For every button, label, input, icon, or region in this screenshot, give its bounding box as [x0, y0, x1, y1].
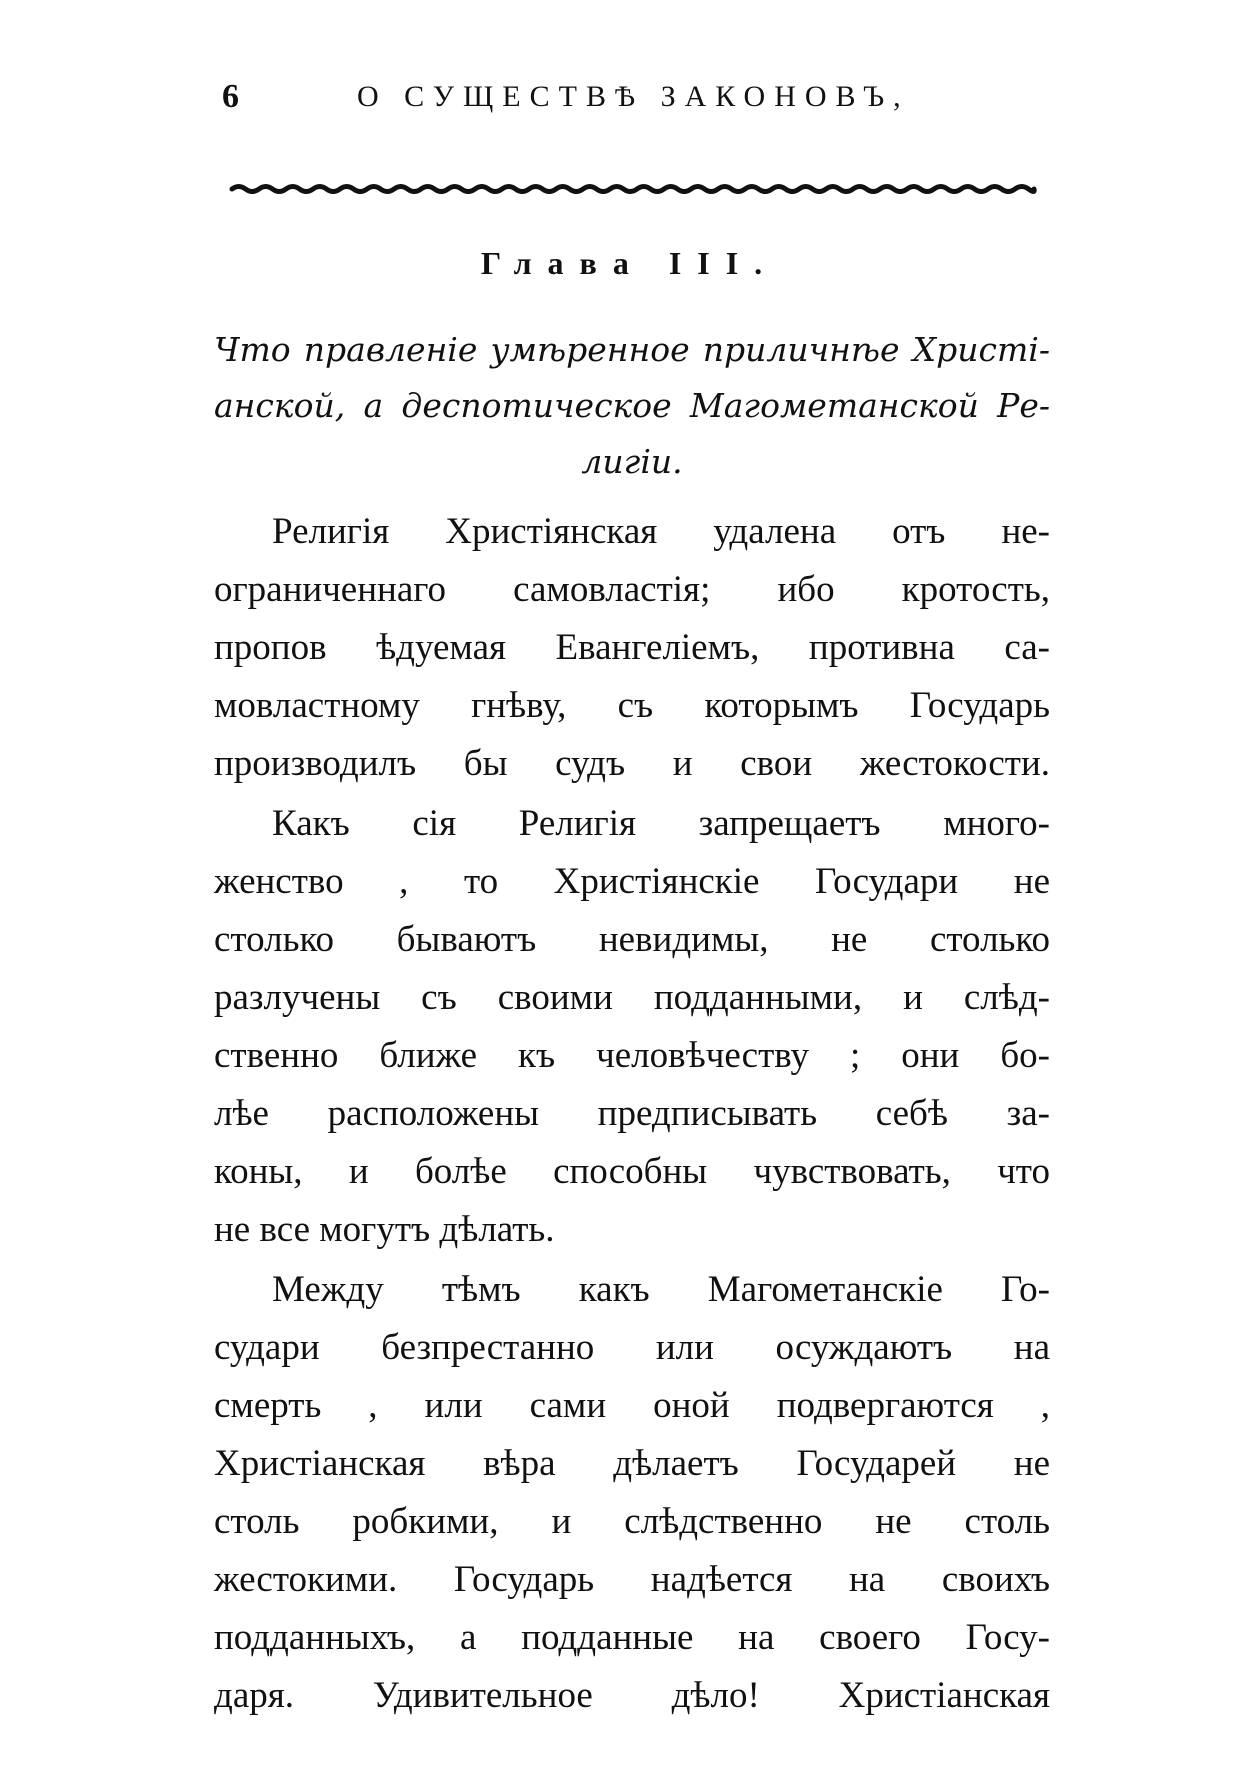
text-line: жестокими. Государь надѣется на своихъ [214, 1559, 1050, 1600]
text-line: судари безпрестанно или осуждаютъ на [214, 1327, 1050, 1368]
summary-line: Что правленіе умѣренное приличнѣе Христі- [214, 330, 1050, 369]
text-line: коны, и болѣе способны чувствовать, что [214, 1151, 1050, 1192]
text-line: смерть , или сами оной подвергаются , [214, 1385, 1050, 1426]
text-line: женство , то Христіянскіе Государи не [214, 861, 1050, 902]
body-text [214, 503, 1050, 1725]
wavy-rule-ornament [228, 176, 1038, 202]
text-line: Какъ сія Религія запрещаетъ много- [272, 803, 1050, 844]
text-line: Религія Христіянская удалена отъ не- [272, 511, 1050, 552]
text-line: Между тѣмъ какъ Магометанскіе Го- [272, 1269, 1050, 1310]
text-line: ограниченнаго самовластія; ибо кротость, [214, 569, 1050, 610]
paragraph-1 [214, 503, 1050, 793]
text-line: ственно ближе къ человѣчеству ; они бо- [214, 1035, 1050, 1076]
text-line: даря. Удивительное дѣло! Христіанская [214, 1675, 1050, 1716]
page-number: 6 [222, 78, 239, 115]
text-line: подданныхъ, а подданные на своего Госу- [214, 1617, 1050, 1658]
paragraph-2 [214, 795, 1050, 1259]
summary-line: анской, а деспотическое Магометанской Ре- [214, 386, 1050, 425]
text-line: столько бываютъ невидимы, не столько [214, 919, 1050, 960]
chapter-title: Глава III. [480, 245, 779, 281]
text-line: пропов ѣдуемая Евангеліемъ, противна са- [214, 627, 1050, 668]
running-head [222, 78, 1042, 128]
paragraph-3 [214, 1261, 1050, 1725]
running-title: О СУЩЕСТВѢ ЗАКОНОВЪ, [357, 80, 910, 113]
text-line: лѣе расположены предписывать себѣ за- [214, 1093, 1050, 1134]
text-line: мовластному гнѣву, съ которымъ Государь [214, 685, 1050, 726]
text-line: не все могутъ дѣлать. [214, 1209, 555, 1250]
text-line: столь робкими, и слѣдственно не столь [214, 1501, 1050, 1542]
text-line: производилъ бы судъ и свои жестокости. [214, 743, 1050, 784]
chapter-summary [214, 322, 1050, 490]
text-line: разлучены съ своими подданными, и слѣд- [214, 977, 1050, 1018]
text-line: Христіанская вѣра дѣлаетъ Государей не [214, 1443, 1050, 1484]
summary-line: лигіи. [581, 442, 683, 481]
